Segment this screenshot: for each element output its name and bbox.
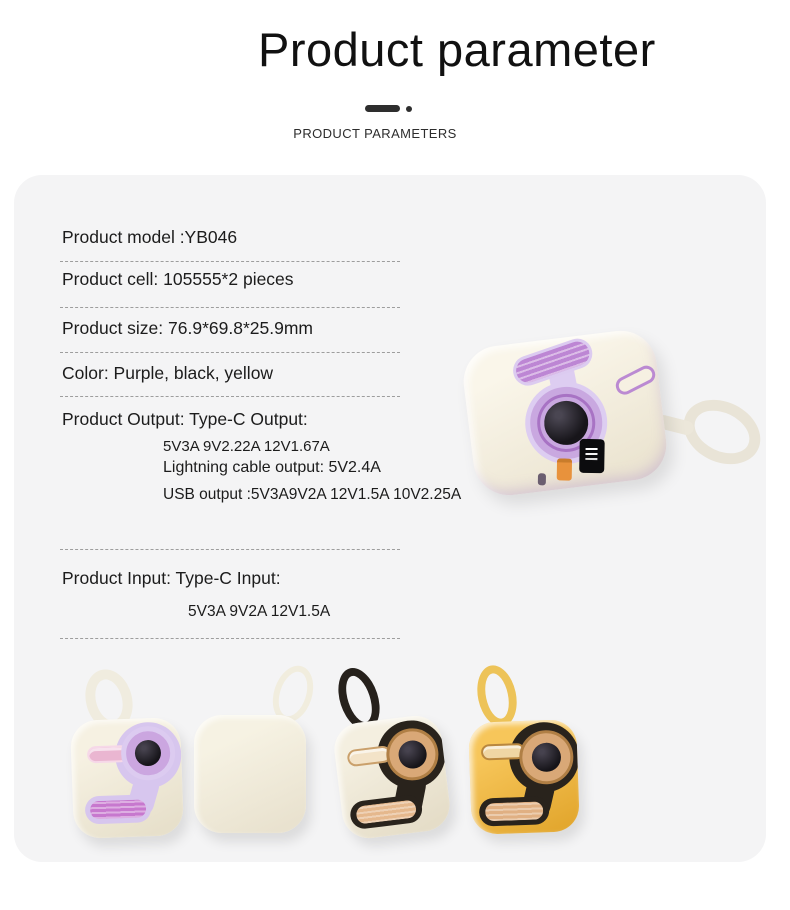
- hero-power-bank-body: [460, 327, 671, 500]
- dashed-divider: [60, 549, 400, 550]
- divider-bar-icon: [365, 105, 400, 112]
- dashed-divider: [60, 261, 400, 262]
- dashed-divider: [60, 352, 400, 353]
- hero-power-button: [613, 363, 659, 398]
- lanyard: [472, 662, 522, 731]
- dashed-divider: [60, 638, 400, 639]
- variant-yellow-power-bank: [460, 665, 600, 845]
- power-bank-body: [468, 719, 580, 835]
- divider-dot-icon: [406, 106, 412, 112]
- dashed-divider: [60, 307, 400, 308]
- page-subtitle: PRODUCT PARAMETERS: [293, 126, 457, 141]
- spec-color: Color: Purple, black, yellow: [62, 363, 274, 383]
- spec-card: [14, 175, 766, 862]
- spec-output-typec: 5V3A 9V2.22A 12V1.67A: [163, 438, 330, 455]
- spec-model: Product model :YB046: [62, 227, 238, 247]
- power-bank-body: [331, 713, 452, 841]
- grip-pad: [485, 801, 544, 821]
- spec-input-typec: 5V3A 9V2A 12V1.5A: [188, 603, 331, 620]
- page-title: Product parameter: [258, 23, 656, 76]
- hero-product-photo: [454, 330, 774, 520]
- lens-glass: [397, 739, 428, 770]
- lens-glass: [135, 740, 162, 767]
- power-bank-body: [194, 715, 306, 833]
- title-divider: [365, 104, 425, 114]
- lens-glass: [531, 742, 561, 772]
- variant-purple-power-bank: [66, 667, 206, 847]
- variant-black-power-bank: [326, 665, 466, 845]
- hero-battery-display: [579, 439, 605, 473]
- dashed-divider: [60, 396, 400, 397]
- spec-input-title: Product Input: Type-C Input:: [62, 568, 281, 588]
- spec-size: Product size: 76.9*69.8*25.9mm: [62, 318, 313, 338]
- spec-output-lightning: Lightning cable output: 5V2.4A: [163, 459, 381, 476]
- spec-cell: Product cell: 105555*2 pieces: [62, 269, 294, 289]
- hero-usb-port: [557, 458, 572, 480]
- spec-output-usb: USB output :5V3A9V2A 12V1.5A 10V2.25A: [163, 486, 462, 503]
- grip-pad: [90, 799, 147, 819]
- spec-output-title: Product Output: Type-C Output:: [62, 409, 308, 429]
- variant-cream-power-bank-back: [190, 665, 330, 845]
- hero-typec-port: [538, 473, 546, 485]
- power-bank-body: [70, 717, 184, 839]
